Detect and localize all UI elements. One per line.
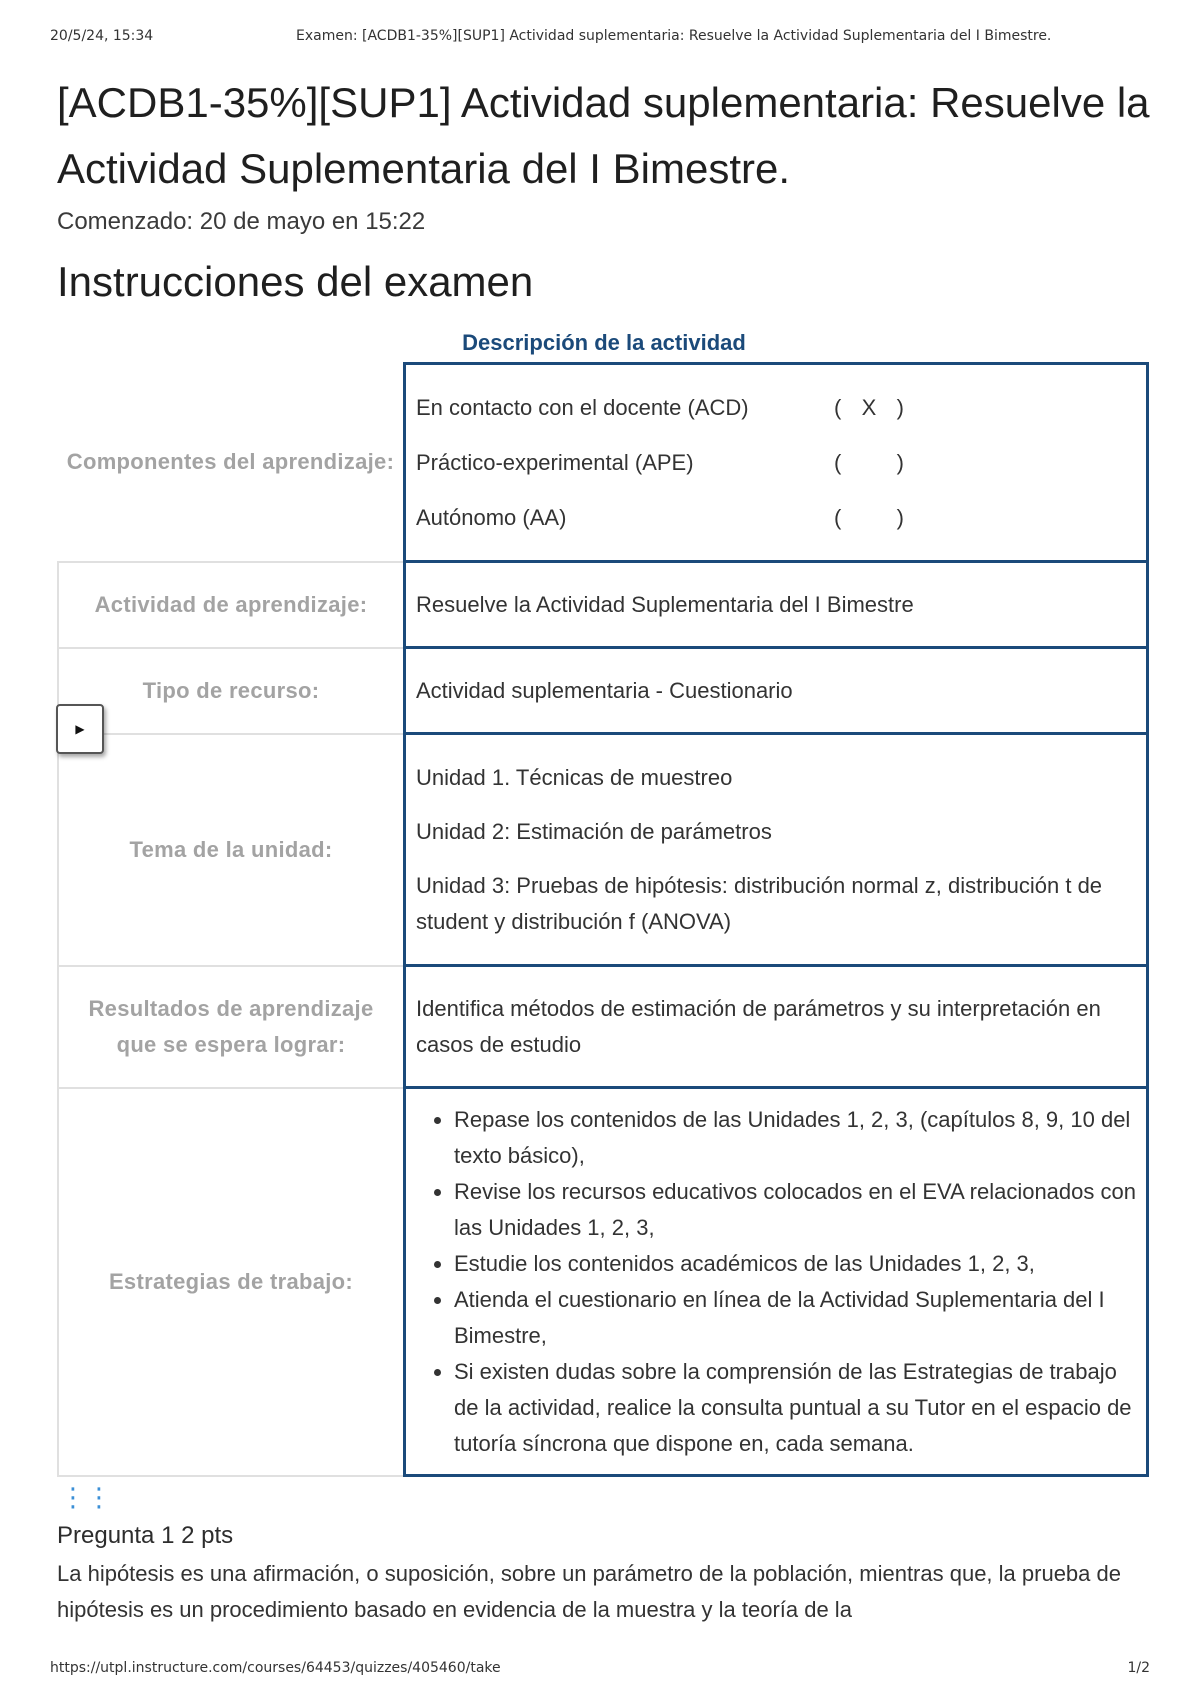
activity-row xyxy=(58,562,1148,648)
activity-label: Actividad de aprendizaje: xyxy=(58,562,405,648)
component-paren-close: ) xyxy=(896,504,904,530)
print-date: 20/5/24, 15:34 xyxy=(50,28,154,44)
theme-label: Tema de la unidad: xyxy=(58,734,405,966)
print-footer xyxy=(50,1660,1150,1680)
print-url: https://utpl.instructure.com/courses/64453/quizzes/405460/take xyxy=(50,1660,501,1676)
quiz-started-time: Comenzado: 20 de mayo en 15:22 xyxy=(57,208,426,235)
strategies-label: Estrategias de trabajo: xyxy=(58,1088,405,1476)
component-paren-open: ( xyxy=(834,394,842,420)
play-triangle-icon[interactable]: ▶ xyxy=(56,704,104,754)
components-row xyxy=(58,364,1148,562)
print-document-title: Examen: [ACDB1-35%][SUP1] Actividad suplementaria: Resuelve la Actividad Suplementaria del I Bimestre. xyxy=(296,28,1052,44)
components-label: Componentes del aprendizaje: xyxy=(58,364,405,562)
components-value xyxy=(405,364,1148,562)
print-header xyxy=(50,28,1150,48)
resource-row xyxy=(58,648,1148,734)
theme-item: Unidad 1. Técnicas de muestreo xyxy=(416,764,733,790)
strategy-item: • Atienda el cuestionario en línea de la Actividad Suplementaria del I Bimestre, xyxy=(454,1282,1136,1354)
strategy-item: • Estudie los contenidos académicos de las Unidades 1, 2, 3, xyxy=(454,1246,1136,1282)
strategies-row xyxy=(58,1088,1148,1476)
component-line xyxy=(416,490,1136,545)
quiz-title: [ACDB1-35%][SUP1] Actividad suplementaria: Resuelve la Actividad Suplementaria del I Bimestre. xyxy=(57,79,1150,192)
activity-description-table xyxy=(57,362,1149,1477)
results-value: Identifica métodos de estimación de parámetros y su interpretación en casos de estudio xyxy=(405,966,1148,1088)
component-name: Autónomo (AA) xyxy=(416,504,567,530)
strategy-item: • Repase los contenidos de las Unidades 1, 2, 3, (capítulos 8, 9, 10 del texto básico), xyxy=(454,1102,1136,1174)
theme-row xyxy=(58,734,1148,966)
component-paren-close: ) xyxy=(896,394,904,420)
results-label: Resultados de aprendizaje que se espera lograr: xyxy=(58,966,405,1088)
resource-label: Tipo de recurso: xyxy=(58,648,405,734)
resource-value: Actividad suplementaria - Cuestionario xyxy=(405,648,1148,734)
component-check xyxy=(834,445,904,481)
component-mark: X xyxy=(861,394,877,420)
component-paren-open: ( xyxy=(834,449,842,475)
theme-item: Unidad 2: Estimación de parámetros xyxy=(416,818,772,844)
strategies-list xyxy=(416,1102,1136,1462)
instructions-heading: Instrucciones del examen xyxy=(57,258,534,305)
activity-table-caption: Descripción de la actividad xyxy=(462,330,746,355)
component-line xyxy=(416,380,1136,435)
theme-value xyxy=(405,734,1148,966)
strategies-value xyxy=(405,1088,1148,1476)
question-header: Pregunta 1 2 pts xyxy=(57,1522,234,1549)
print-page-number: 1/2 xyxy=(1127,1660,1150,1676)
component-name: Práctico-experimental (APE) xyxy=(416,449,694,475)
component-name: En contacto con el docente (ACD) xyxy=(416,394,749,420)
component-paren-close: ) xyxy=(896,449,904,475)
question-text: La hipótesis es una afirmación, o suposición, sobre un parámetro de la población, mientras que, la prueba de hipótesis es un procedimiento basado en evidencia de la muestra y la teoría de la xyxy=(57,1561,1121,1622)
component-check xyxy=(834,500,904,536)
activity-value: Resuelve la Actividad Suplementaria del I Bimestre xyxy=(405,562,1148,648)
component-check xyxy=(834,390,904,426)
theme-item: Unidad 3: Pruebas de hipótesis: distribución normal z, distribución t de student y distribución f (ANOVA) xyxy=(416,872,1103,934)
strategy-item: • Revise los recursos educativos colocados en el EVA relacionados con las Unidades 1, 2, 3, xyxy=(454,1174,1136,1246)
strategy-item: • Si existen dudas sobre la comprensión de las Estrategias de trabajo de la actividad, realice la consulta puntual a su Tutor en el espacio de tutoría síncrona que dispone en, cada semana. xyxy=(454,1354,1136,1462)
drag-handle-icon[interactable]: ⋮⋮ xyxy=(60,1482,112,1512)
results-row xyxy=(58,966,1148,1088)
component-line xyxy=(416,435,1136,490)
component-paren-open: ( xyxy=(834,504,842,530)
